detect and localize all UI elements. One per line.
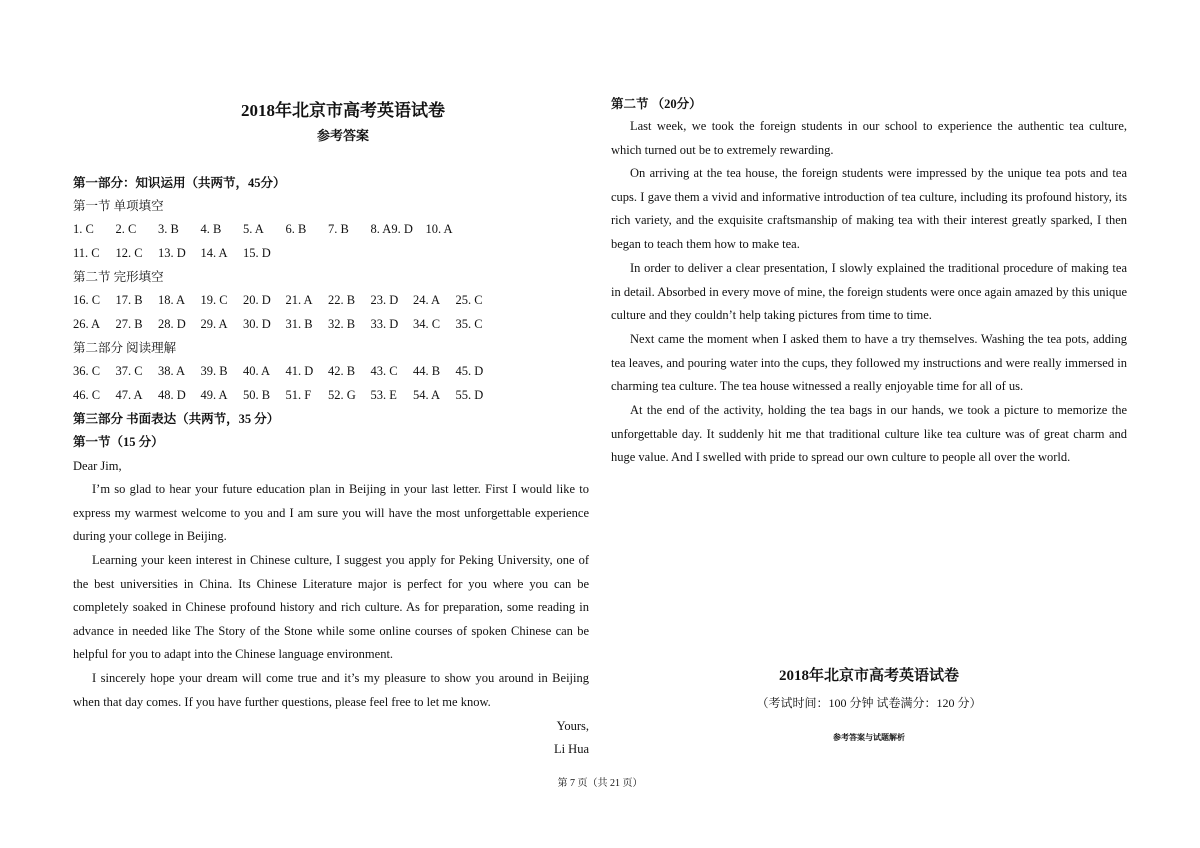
answer-item: 55. D <box>455 388 484 402</box>
answer-item: 12. C <box>115 246 143 260</box>
page-footer: 第 7 页（共 21 页） <box>557 778 643 789</box>
answer-item: 54. A <box>413 388 441 402</box>
essay-paragraph-3: In order to deliver a clear presentation, I slowly explained the traditional procedure of making tea in detail. Absorbed in every move of mine, the foreign students were once again amazed by this unique culture and they couldn’t help taking pictures from time to time. <box>611 261 1127 323</box>
answer-item: 16. C <box>73 293 101 307</box>
answer-item: 41. D <box>285 364 314 378</box>
letter-paragraph-1: I’m so glad to hear your future education plan in Beijing in your last letter. First I would like to express my warmest welcome to you and I am sure you will have the most unforgettable experience during your college in Beijing. <box>73 482 589 544</box>
answer-item: 47. A <box>115 388 143 402</box>
answer-item: 29. A <box>200 317 228 331</box>
answer-row-5 <box>73 364 498 379</box>
essay-paragraph-5: At the end of the activity, holding the tea bags in our hands, we took a picture to memorize the unforgettable day. It suddenly hit me that traditional culture like tea culture was of great charm and huge value. And I swelled with pride to spread our own culture to people all over the world. <box>611 403 1127 465</box>
right-section2-heading: 第二节 （20分） <box>611 97 702 111</box>
answer-item: 45. D <box>455 364 484 378</box>
answer-item: 7. B <box>328 222 349 236</box>
part1-heading: 第一部分：知识运用（共两节，45分） <box>73 176 286 190</box>
answer-item: 31. B <box>285 317 313 331</box>
answer-item: 40. A <box>243 364 271 378</box>
answer-item: 28. D <box>158 317 186 331</box>
answer-item: 18. A <box>158 293 186 307</box>
answer-row-4 <box>73 317 498 332</box>
answer-item: 30. D <box>243 317 271 331</box>
answer-row-6 <box>73 388 498 403</box>
section1b-heading: 第一节（15 分） <box>73 435 164 449</box>
answer-item: 27. B <box>115 317 143 331</box>
answer-item: 14. A <box>200 246 228 260</box>
letter-signature: Li Hua <box>553 742 589 756</box>
answer-item: 25. C <box>455 293 483 307</box>
part3-heading: 第三部分 书面表达（共两节，35 分） <box>73 412 280 426</box>
section2-heading: 第二节 完形填空 <box>73 270 164 284</box>
essay-paragraph-1: Last week, we took the foreign students in our school to experience the authentic tea culture, which turned out be to extremely rewarding. <box>611 119 1127 157</box>
answer-item: 36. C <box>73 364 101 378</box>
answer-item: 34. C <box>413 317 441 331</box>
section1-heading: 第一节 单项填空 <box>73 199 164 213</box>
answer-analysis-label: 参考答案与试题解析 <box>833 733 905 742</box>
answer-item: 13. D <box>158 246 186 260</box>
answer-row-3 <box>73 293 498 308</box>
answer-item: 5. A <box>243 222 264 236</box>
answer-item: 23. D <box>370 293 399 307</box>
answer-item: 24. A <box>413 293 441 307</box>
letter-paragraph-3: I sincerely hope your dream will come true and it’s my pleasure to show you around in Beijing when that day comes. If you have further questions, please feel free to let me know. <box>73 671 589 709</box>
answer-item: 8. A9. D <box>370 222 413 236</box>
answer-item: 51. F <box>285 388 312 402</box>
answer-item: 43. C <box>370 364 398 378</box>
part2-heading: 第二部分 阅读理解 <box>73 341 177 355</box>
answer-item: 33. D <box>370 317 399 331</box>
answer-item: 38. A <box>158 364 186 378</box>
answer-row-1 <box>73 222 468 237</box>
answer-item: 10. A <box>425 222 453 236</box>
answer-item: 21. A <box>285 293 313 307</box>
answer-row-2 <box>73 246 286 261</box>
answer-item: 20. D <box>243 293 271 307</box>
answer-item: 17. B <box>115 293 143 307</box>
answer-item: 19. C <box>200 293 228 307</box>
answer-item: 42. B <box>328 364 356 378</box>
exam-info: （考试时间：100 分钟 试卷满分：120 分） <box>756 696 982 710</box>
next-page-title: 2018年北京市高考英语试卷 <box>778 668 959 684</box>
answer-item: 1. C <box>73 222 94 236</box>
answer-item: 32. B <box>328 317 356 331</box>
page-title: 2018年北京市高考英语试卷 <box>241 101 445 120</box>
answer-item: 22. B <box>328 293 356 307</box>
answer-item: 26. A <box>73 317 101 331</box>
answer-item: 11. C <box>73 246 100 260</box>
answer-item: 15. D <box>243 246 271 260</box>
answer-item: 35. C <box>455 317 483 331</box>
answer-subtitle: 参考答案 <box>316 128 369 143</box>
answer-item: 2. C <box>115 222 137 236</box>
letter-paragraph-2: Learning your keen interest in Chinese culture, I suggest you apply for Peking University, one of the best universities in China. Its Chinese Literature major is perfect for you where you can be completely soaked in Chinese profound history and rich culture. As for preparation, some reading in advance in needed like The Story of the Stone while some online courses of spoken Chinese can be helpful for you to adapt into the Chinese language environment. <box>73 553 589 662</box>
essay-paragraph-4: Next came the moment when I asked them to have a try themselves. Washing the tea pots, adding tea leaves, and pouring water into the cups, they followed my instructions and were really immersed in charming tea culture. The tea house witnessed a really enjoyable time for all of us. <box>611 332 1127 394</box>
answer-item: 49. A <box>200 388 228 402</box>
answer-item: 48. D <box>158 388 186 402</box>
letter-salutation: Dear Jim, <box>73 459 122 473</box>
answer-item: 46. C <box>73 388 101 402</box>
letter-closing: Yours, <box>556 719 589 733</box>
answer-item: 50. B <box>243 388 271 402</box>
answer-item: 37. C <box>115 364 143 378</box>
answer-item: 39. B <box>200 364 228 378</box>
answer-item: 3. B <box>158 222 179 236</box>
answer-item: 6. B <box>285 222 307 236</box>
answer-item: 4. B <box>200 222 222 236</box>
essay-paragraph-2: On arriving at the tea house, the foreign students were impressed by the unique tea pots and tea cups. I gave them a vivid and informative introduction of tea culture, including its profound history, its rich variety, and the exquisite craftsmanship of making tea with their interest greatly sparked, I then began to teach them how to make tea. <box>611 166 1127 251</box>
answer-item: 52. G <box>328 388 356 402</box>
answer-item: 53. E <box>370 388 397 402</box>
answer-item: 44. B <box>413 364 441 378</box>
